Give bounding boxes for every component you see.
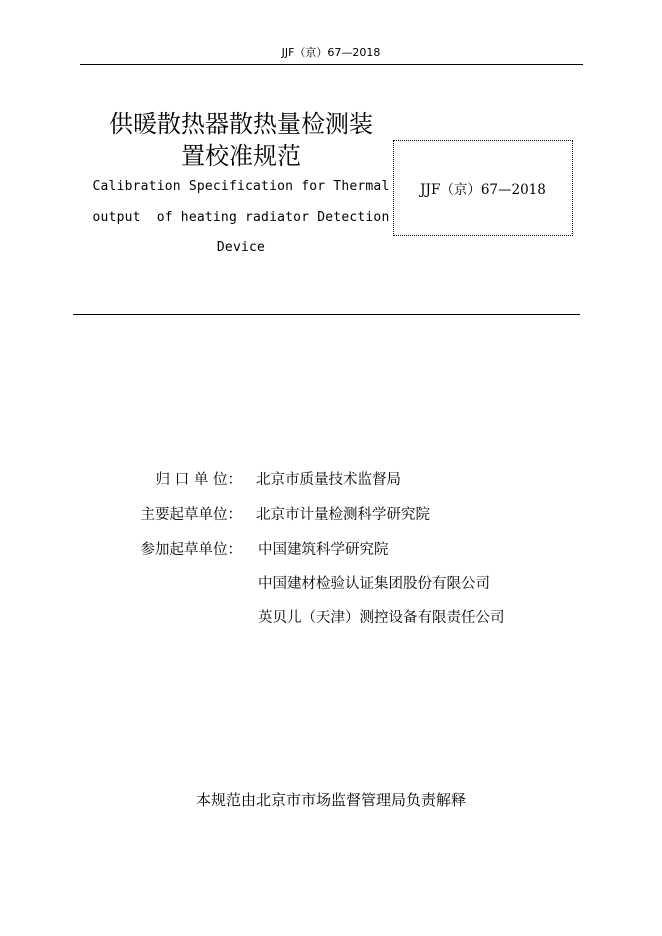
title-english [92,172,390,264]
title-cn-line-1: 供暖散热器散热量检测装 [109,110,373,138]
header-doc-code: JJF（京）67—2018 [281,46,381,59]
title-en-line-1: Calibration Specification for Thermal [92,179,390,194]
doc-code-box [393,140,573,236]
participating-label: 参加起草单位： [140,542,242,558]
title-chinese [96,108,386,172]
title-en-line-3: Device [216,240,266,255]
title-divider [73,314,580,315]
participating-org-1: 中国建筑科学研究院 [258,542,389,558]
title-en-line-2: output of heating radiator Detection [92,209,390,225]
responsible-unit-value: 北京市质量技术监督局 [256,472,401,488]
main-drafter-value: 北京市计量检测科学研究院 [256,507,430,523]
main-drafter-label: 主要起草单位： [140,507,242,523]
doc-code-box-text: JJF（京）67—2018 [420,182,546,198]
participating-org-2: 中国建材检验认证集团股份有限公司 [258,576,490,592]
title-cn-line-2: 置校准规范 [181,142,301,170]
interpretation-note: 本规范由北京市市场监督管理局负责解释 [195,791,466,809]
responsible-unit-label: 归 口 单 位： [155,472,242,488]
participating-org-3: 英贝儿（天津）测控设备有限责任公司 [258,610,505,626]
header-divider [80,64,583,65]
